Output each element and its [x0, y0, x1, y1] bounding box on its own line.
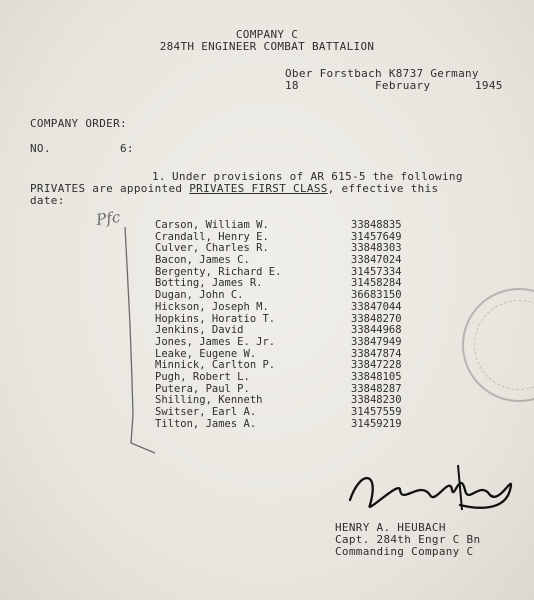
pencil-bracket-line	[125, 227, 155, 453]
roster-row	[155, 372, 445, 384]
date-month: February	[375, 79, 431, 92]
paragraph-line-2-end: , effective this	[327, 182, 439, 195]
roster-serial: 33847949	[351, 335, 402, 348]
date-year: 1945	[475, 79, 503, 92]
roster-row	[155, 302, 445, 314]
roster-name: Shilling, Kenneth	[155, 395, 263, 407]
signer-title: Capt. 284th Engr C Bn	[335, 533, 481, 546]
roster-list	[155, 220, 445, 430]
roster-serial: 33848270	[351, 312, 402, 325]
roster-serial: 33848303	[351, 242, 402, 255]
faded-seal-stamp	[462, 288, 534, 402]
roster-serial: 33848230	[351, 394, 402, 407]
signer-role: Commanding Company C	[335, 545, 474, 558]
roster-serial: 33847228	[351, 359, 402, 372]
location-line: Ober Forstbach K8737 Germany	[285, 67, 479, 80]
roster-serial: 31457559	[351, 406, 402, 418]
roster-name: Botting, James R.	[155, 278, 263, 290]
paragraph-line-1: Under provisions of AR 615-5 the following	[172, 170, 463, 183]
date-day: 18	[285, 79, 299, 92]
roster-serial: 31459219	[351, 417, 402, 430]
roster-name: Bacon, James C.	[155, 255, 250, 267]
roster-row	[155, 419, 445, 431]
roster-serial: 33848835	[351, 219, 402, 231]
roster-name: Crandall, Henry E.	[155, 231, 269, 243]
paragraph-number: 1.	[152, 170, 166, 183]
roster-name: Pugh, Robert L.	[155, 371, 250, 383]
roster-name: Hopkins, Horatio T.	[155, 313, 276, 325]
roster-serial: 31458284	[351, 277, 402, 290]
roster-row	[155, 255, 445, 267]
roster-name: Switser, Earl A.	[155, 407, 257, 418]
handwritten-signature	[340, 460, 530, 520]
roster-serial: 33847024	[351, 254, 402, 267]
roster-serial: 33847044	[351, 300, 402, 313]
roster-name: Dugan, John C.	[155, 290, 244, 302]
roster-serial: 33848287	[351, 382, 402, 395]
roster-name: Putera, Paul P.	[155, 383, 250, 395]
roster-serial: 36683150	[351, 289, 402, 302]
pencil-bracket	[85, 205, 165, 465]
margin-note-pfc: Pfc	[95, 207, 122, 229]
roster-name: Culver, Charles R.	[155, 243, 269, 255]
company-heading: COMPANY C	[235, 28, 299, 41]
roster-name: Leake, Eugene W.	[155, 348, 257, 360]
roster-serial: 31457334	[351, 265, 402, 278]
roster-serial: 31457649	[351, 230, 402, 243]
roster-name: Hickson, Joseph M.	[155, 301, 269, 313]
order-title: COMPANY ORDER:	[30, 117, 127, 130]
order-number: 6:	[120, 142, 134, 155]
roster-serial: 33848105	[351, 370, 402, 383]
paragraph-line-2-start: PRIVATES are appointed	[30, 182, 190, 195]
roster-row	[155, 337, 445, 349]
roster-name: Minnick, Carlton P.	[155, 360, 276, 372]
paragraph-rank-underlined: PRIVATES FIRST CLASS	[189, 182, 328, 195]
battalion-heading: 284TH ENGINEER COMBAT BATTALION	[159, 40, 375, 53]
roster-name: Jones, James E. Jr.	[155, 336, 276, 348]
roster-row	[155, 407, 445, 419]
roster-serial: 33844968	[351, 324, 402, 337]
roster-name: Bergenty, Richard E.	[155, 266, 282, 278]
roster-name: Jenkins, David	[155, 325, 244, 337]
roster-name: Carson, William W.	[155, 220, 269, 231]
roster-row	[155, 220, 445, 232]
paragraph-line-2	[30, 182, 438, 195]
paragraph-line-3: date:	[30, 194, 65, 207]
signer-name: HENRY A. HEUBACH	[335, 521, 446, 534]
roster-serial: 33847874	[351, 347, 402, 360]
roster-name: Tilton, James A.	[155, 418, 257, 430]
order-no-label: NO.	[30, 142, 51, 155]
